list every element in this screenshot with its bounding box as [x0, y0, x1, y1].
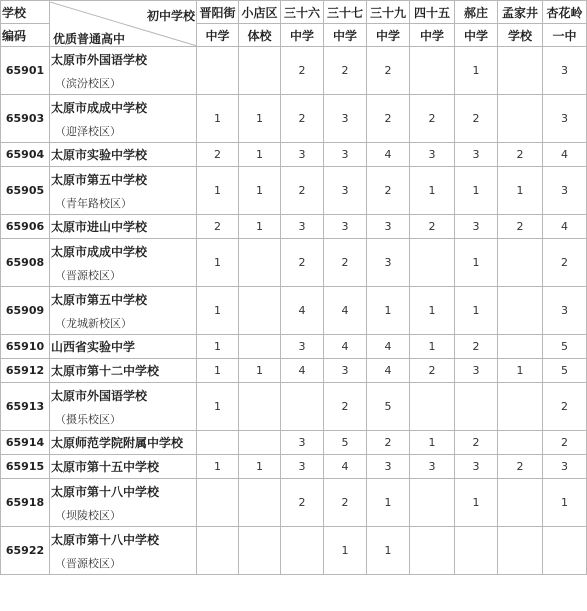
table-row [1, 455, 587, 479]
quota-cell: 3 [455, 359, 498, 383]
school-code: 65909 [1, 287, 50, 335]
table-body [1, 1, 587, 575]
quota-cell [239, 239, 281, 287]
quota-cell: 1 [410, 287, 455, 335]
header-col-1-line2: 中学 [197, 24, 239, 47]
table-row [1, 47, 587, 95]
quota-cell: 2 [281, 95, 324, 143]
table-row [1, 239, 587, 287]
quota-cell: 1 [197, 167, 239, 215]
quota-cell [410, 47, 455, 95]
table-row [1, 287, 587, 335]
quota-cell [281, 527, 324, 575]
quota-cell: 4 [543, 143, 587, 167]
school-name-cell [50, 359, 197, 383]
quota-cell: 3 [367, 215, 410, 239]
quota-cell: 1 [239, 455, 281, 479]
school-name: 太原市外国语学校 [51, 388, 148, 403]
quota-cell: 1 [367, 527, 410, 575]
quota-cell: 3 [543, 47, 587, 95]
quota-cell [197, 431, 239, 455]
quota-cell: 4 [324, 287, 367, 335]
quota-cell [498, 335, 543, 359]
quota-cell: 2 [410, 359, 455, 383]
quota-cell: 2 [197, 143, 239, 167]
header-col-1: 晋阳街 [197, 1, 239, 24]
header-col-9-line2: 一中 [543, 24, 587, 47]
school-code: 65918 [1, 479, 50, 527]
quota-cell: 1 [197, 383, 239, 431]
quota-cell: 1 [239, 359, 281, 383]
table-row [1, 215, 587, 239]
header-col-7-line2: 中学 [455, 24, 498, 47]
school-campus: （迎泽校区） [55, 124, 121, 138]
quota-cell [498, 383, 543, 431]
quota-cell: 3 [543, 95, 587, 143]
quota-cell [543, 527, 587, 575]
quota-cell: 1 [197, 287, 239, 335]
quota-cell: 4 [324, 455, 367, 479]
quota-cell: 4 [324, 335, 367, 359]
quota-cell: 3 [324, 215, 367, 239]
quota-cell [498, 47, 543, 95]
table-row [1, 167, 587, 215]
school-name: 太原市第十八中学校 [51, 484, 160, 499]
quota-cell: 2 [281, 239, 324, 287]
table-row [1, 359, 587, 383]
header-col-5-line2: 中学 [367, 24, 410, 47]
quota-cell: 3 [410, 143, 455, 167]
quota-cell: 2 [455, 335, 498, 359]
table-row [1, 335, 587, 359]
quota-cell: 3 [281, 215, 324, 239]
quota-cell: 1 [239, 143, 281, 167]
school-name-cell [50, 431, 197, 455]
quota-cell: 1 [410, 335, 455, 359]
quota-cell [455, 527, 498, 575]
school-name-cell [50, 383, 197, 431]
school-code: 65922 [1, 527, 50, 575]
school-campus: （晋源校区） [55, 268, 121, 282]
school-code: 65903 [1, 95, 50, 143]
school-name: 太原市外国语学校 [51, 52, 148, 67]
school-code: 65914 [1, 431, 50, 455]
quota-cell [410, 239, 455, 287]
quota-cell: 3 [324, 95, 367, 143]
diagonal-cell-content [50, 2, 196, 46]
quota-cell [498, 479, 543, 527]
quota-cell: 2 [410, 95, 455, 143]
quota-cell [455, 383, 498, 431]
header-col-6-line2: 中学 [410, 24, 455, 47]
quota-cell: 1 [455, 287, 498, 335]
school-name: 太原市实验中学校 [51, 148, 148, 162]
quota-cell: 3 [543, 167, 587, 215]
school-name-cell [50, 335, 197, 359]
quota-cell: 2 [455, 431, 498, 455]
quota-cell: 4 [367, 359, 410, 383]
quota-cell: 2 [498, 215, 543, 239]
quota-cell [239, 335, 281, 359]
quota-cell [239, 431, 281, 455]
quota-cell: 3 [324, 143, 367, 167]
quota-cell: 1 [455, 47, 498, 95]
quota-cell: 3 [324, 359, 367, 383]
school-code: 65905 [1, 167, 50, 215]
quota-cell: 4 [367, 143, 410, 167]
quota-cell: 2 [324, 479, 367, 527]
quota-cell: 1 [498, 167, 543, 215]
quota-cell [498, 431, 543, 455]
quota-cell: 2 [324, 239, 367, 287]
school-name-cell [50, 215, 197, 239]
quota-cell: 1 [455, 479, 498, 527]
school-name: 山西省实验中学 [51, 340, 136, 354]
quota-cell [281, 383, 324, 431]
quota-cell: 3 [367, 239, 410, 287]
quota-cell: 2 [543, 239, 587, 287]
quota-cell: 5 [543, 335, 587, 359]
quota-cell [498, 287, 543, 335]
table-row [1, 143, 587, 167]
quota-cell [239, 383, 281, 431]
school-name-cell [50, 95, 197, 143]
school-name: 太原市第五中学校 [51, 292, 148, 307]
quota-cell: 2 [498, 143, 543, 167]
quota-cell: 2 [281, 479, 324, 527]
quota-cell: 2 [324, 383, 367, 431]
school-name: 太原市第十二中学校 [51, 364, 160, 378]
header-col-9: 杏花岭 [543, 1, 587, 24]
header-col-5: 三十九 [367, 1, 410, 24]
quota-cell: 3 [324, 167, 367, 215]
school-campus: （青年路校区） [55, 196, 132, 210]
quota-cell [239, 47, 281, 95]
school-campus: （龙城新校区） [55, 316, 132, 330]
quota-cell [239, 527, 281, 575]
header-col-3: 三十六 [281, 1, 324, 24]
quota-cell [410, 383, 455, 431]
quota-cell [410, 527, 455, 575]
school-code: 65908 [1, 239, 50, 287]
school-code: 65904 [1, 143, 50, 167]
quota-cell: 1 [367, 479, 410, 527]
quota-cell: 2 [367, 167, 410, 215]
school-code: 65915 [1, 455, 50, 479]
quota-cell: 5 [367, 383, 410, 431]
school-name-cell [50, 287, 197, 335]
quota-cell: 5 [324, 431, 367, 455]
quota-cell: 2 [410, 215, 455, 239]
quota-cell: 4 [543, 215, 587, 239]
quota-cell: 1 [455, 167, 498, 215]
quota-cell: 3 [281, 455, 324, 479]
quota-cell: 3 [455, 215, 498, 239]
header-code-line1: 学校 [1, 1, 50, 24]
quota-cell: 1 [367, 287, 410, 335]
table-row [1, 527, 587, 575]
header-col-3-line2: 中学 [281, 24, 324, 47]
quota-cell [239, 479, 281, 527]
quota-cell: 4 [281, 359, 324, 383]
quota-cell: 2 [324, 47, 367, 95]
quota-cell: 3 [281, 143, 324, 167]
quota-cell: 1 [498, 359, 543, 383]
school-code: 65912 [1, 359, 50, 383]
header-diagonal-cell [50, 1, 197, 47]
school-code: 65913 [1, 383, 50, 431]
school-campus: （晋源校区） [55, 556, 121, 570]
quota-cell: 1 [197, 455, 239, 479]
quota-cell: 4 [281, 287, 324, 335]
table-row [1, 383, 587, 431]
school-name-cell [50, 455, 197, 479]
quota-cell: 3 [455, 455, 498, 479]
quota-cell: 2 [367, 47, 410, 95]
quota-cell: 2 [367, 431, 410, 455]
school-name: 太原师范学院附属中学校 [51, 436, 184, 450]
school-campus: （滨汾校区） [55, 76, 121, 90]
school-name: 太原市第十八中学校 [51, 532, 160, 547]
header-col-2: 小店区 [239, 1, 281, 24]
school-name: 太原市第五中学校 [51, 172, 148, 187]
quota-cell [197, 479, 239, 527]
quota-cell [498, 239, 543, 287]
quota-cell [239, 287, 281, 335]
header-col-8: 孟家井 [498, 1, 543, 24]
school-code: 65910 [1, 335, 50, 359]
header-col-7: 郝庄 [455, 1, 498, 24]
header-col-6: 四十五 [410, 1, 455, 24]
header-code-line2: 编码 [1, 24, 50, 47]
school-name-cell [50, 143, 197, 167]
quota-cell [197, 47, 239, 95]
quota-cell: 1 [197, 239, 239, 287]
quota-cell: 1 [410, 167, 455, 215]
table-row [1, 479, 587, 527]
school-code: 65906 [1, 215, 50, 239]
school-name-cell [50, 527, 197, 575]
quota-cell: 1 [239, 215, 281, 239]
header-col-8-line2: 学校 [498, 24, 543, 47]
quota-cell: 1 [197, 95, 239, 143]
quota-cell [197, 527, 239, 575]
school-campus: （坝陵校区） [55, 508, 121, 522]
header-col-4-line2: 中学 [324, 24, 367, 47]
quota-cell: 2 [455, 95, 498, 143]
school-name-cell [50, 167, 197, 215]
quota-cell: 2 [498, 455, 543, 479]
header-col-2-line2: 体校 [239, 24, 281, 47]
school-name-cell [50, 47, 197, 95]
quota-cell [410, 479, 455, 527]
quota-cell: 3 [281, 335, 324, 359]
quota-cell: 3 [455, 143, 498, 167]
quota-cell: 2 [543, 383, 587, 431]
school-name-cell [50, 239, 197, 287]
quota-cell [498, 527, 543, 575]
quota-cell: 4 [367, 335, 410, 359]
quota-cell: 3 [281, 431, 324, 455]
header-col-4: 三十七 [324, 1, 367, 24]
table-row [1, 431, 587, 455]
quota-cell [498, 95, 543, 143]
school-campus: （摄乐校区） [55, 412, 121, 426]
quota-cell: 1 [455, 239, 498, 287]
table-row [1, 95, 587, 143]
header-school-label: 优质普通高中 [53, 31, 126, 46]
school-code: 65901 [1, 47, 50, 95]
quota-cell: 1 [197, 335, 239, 359]
quota-cell: 3 [543, 287, 587, 335]
school-name: 太原市成成中学校 [51, 244, 148, 259]
school-name: 太原市进山中学校 [51, 220, 148, 234]
quota-cell: 1 [197, 359, 239, 383]
quota-cell: 2 [543, 431, 587, 455]
quota-cell: 1 [543, 479, 587, 527]
quota-cell: 1 [239, 95, 281, 143]
quota-cell: 2 [281, 47, 324, 95]
quota-cell: 1 [239, 167, 281, 215]
quota-cell: 2 [367, 95, 410, 143]
quota-cell: 2 [281, 167, 324, 215]
school-name-cell [50, 479, 197, 527]
header-junior-label: 初中学校 [146, 8, 195, 23]
quota-cell: 2 [197, 215, 239, 239]
header-row-1 [1, 1, 587, 24]
quota-cell: 3 [410, 455, 455, 479]
school-name: 太原市第十五中学校 [51, 460, 160, 474]
quota-cell: 5 [543, 359, 587, 383]
quota-cell: 3 [367, 455, 410, 479]
quota-cell: 3 [543, 455, 587, 479]
school-name: 太原市成成中学校 [51, 100, 148, 115]
quota-cell: 1 [324, 527, 367, 575]
quota-cell: 1 [410, 431, 455, 455]
